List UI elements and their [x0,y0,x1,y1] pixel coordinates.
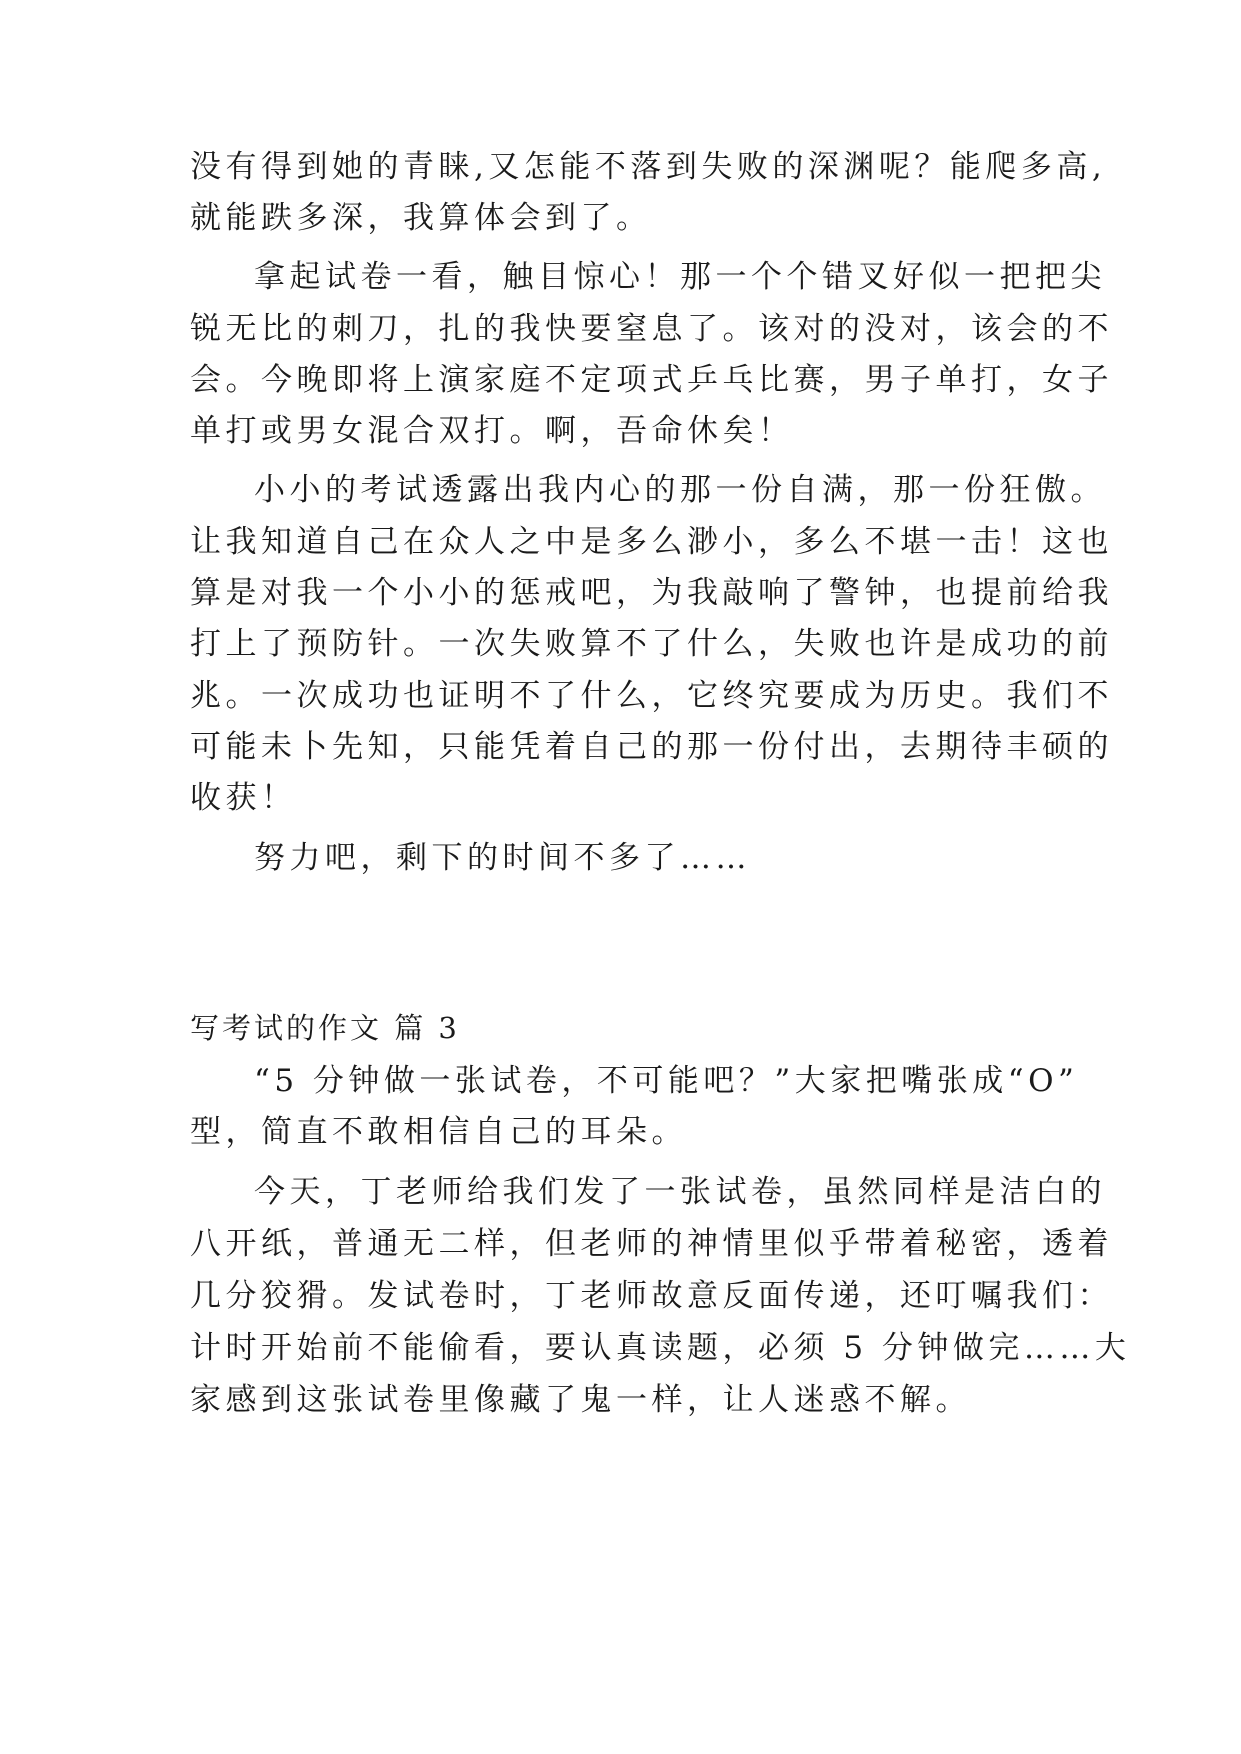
text-line: 单打或男女混合双打。啊，吾命休矣！ [190,413,794,449]
text-line: 八开纸，普通无二样，但老师的神情里似乎带着秘密，透着 [190,1226,1113,1262]
text-line: 家感到这张试卷里像藏了鬼一样，让人迷惑不解。 [190,1382,971,1418]
text-line: 会。今晚即将上演家庭不定项式乒乓比赛，男子单打，女子 [190,362,1113,398]
text-line: 让我知道自己在众人之中是多么渺小，多么不堪一击！这也 [190,524,1113,560]
text-line: 型，简直不敢相信自己的耳朵。 [190,1114,687,1150]
text-line: 没有得到她的青睐,又怎能不落到失败的深渊呢？能爬多高, [190,149,1107,185]
text-line: 打上了预防针。一次失败算不了什么，失败也许是成功的前 [190,626,1113,662]
text-line: 就能跌多深，我算体会到了。 [190,200,652,236]
text-line: 算是对我一个小小的惩戒吧，为我敲响了警钟，也提前给我 [190,575,1113,611]
paragraph-first-line: 今天，丁老师给我们发了一张试卷，虽然同样是洁白的 [254,1174,1106,1210]
paragraph-first-line: “5 分钟做一张试卷，不可能吧？”大家把嘴张成“O” [254,1063,1079,1099]
section-heading: 写考试的作文 篇 3 [190,1011,460,1045]
text-line: 锐无比的刺刀，扎的我快要窒息了。该对的没对，该会的不 [190,311,1113,347]
text-line: 兆。一次成功也证明不了什么，它终究要成为历史。我们不 [190,678,1113,714]
text-line: 收获！ [190,780,297,816]
paragraph-first-line: 小小的考试透露出我内心的那一份自满，那一份狂傲。 [254,472,1106,508]
paragraph-first-line: 拿起试卷一看，触目惊心！那一个个错叉好似一把把尖 [254,259,1106,295]
text-line: 计时开始前不能偷看，要认真读题，必须 5 分钟做完……大 [190,1330,1131,1366]
closing-line: 努力吧，剩下的时间不多了…… [254,840,751,876]
text-line: 可能未卜先知，只能凭着自己的那一份付出，去期待丰硕的 [190,729,1113,765]
text-line: 几分狡猾。发试卷时，丁老师故意反面传递，还叮嘱我们： [190,1278,1113,1314]
